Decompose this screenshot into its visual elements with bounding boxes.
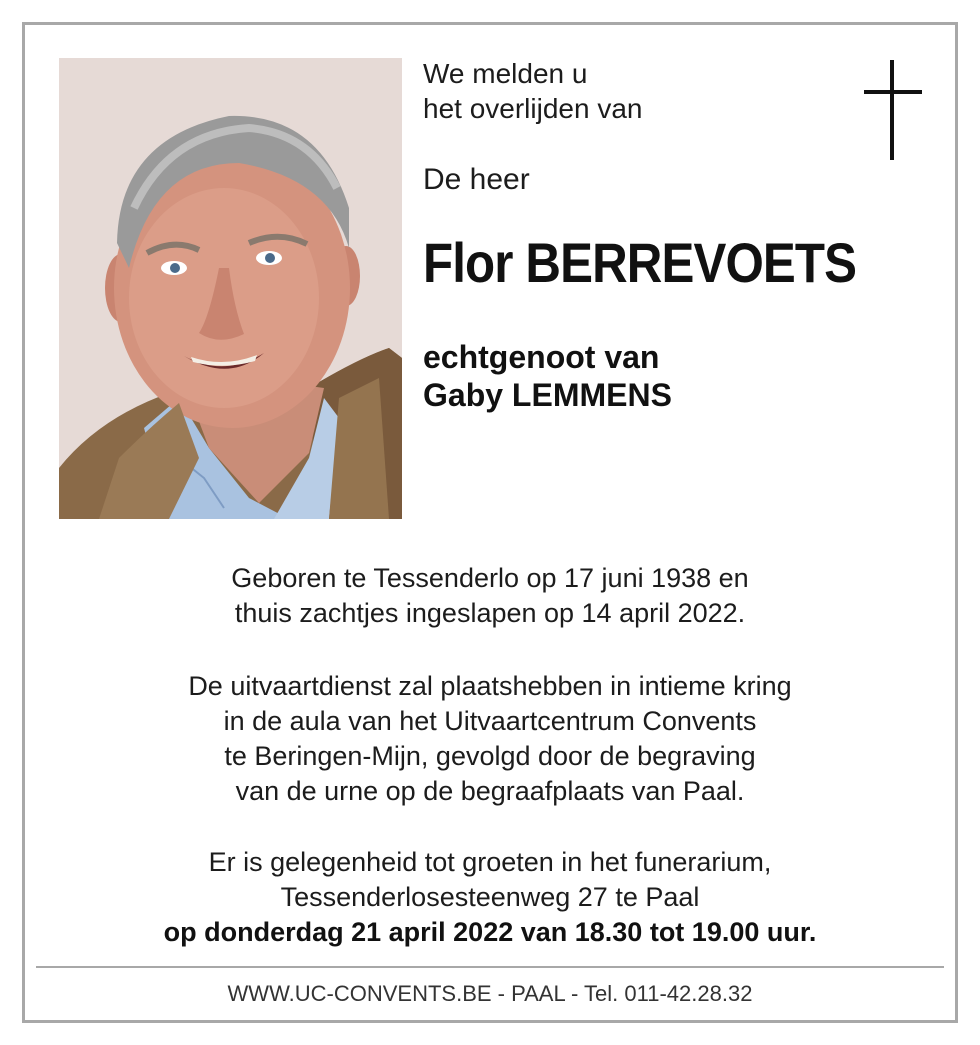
intro-text <box>423 56 642 126</box>
footer-contact: WWW.UC-CONVENTS.BE - PAAL - Tel. 011-42.28.32 <box>227 981 753 1006</box>
birth-line-2: thuis zachtjes ingeslapen op 14 april 2022. <box>234 598 746 628</box>
portrait-photo <box>59 58 402 519</box>
footer-divider <box>36 966 944 968</box>
birth-line-1: Geboren te Tessenderlo op 17 juni 1938 en <box>231 563 749 593</box>
spouse-line-1: echtgenoot van <box>423 339 660 375</box>
birth-death-paragraph <box>40 561 940 631</box>
visit-line-3: op donderdag 21 april 2022 van 18.30 tot 19.00 uur. <box>163 917 817 947</box>
spouse-info <box>423 338 672 414</box>
visitation-paragraph <box>40 845 940 950</box>
visit-line-2: Tessenderlosesteenweg 27 te Paal <box>280 882 700 912</box>
deceased-name: Flor BERREVOETS <box>423 231 857 294</box>
service-line-4: van de urne op de begraafplaats van Paal. <box>235 776 745 806</box>
service-paragraph <box>40 669 940 809</box>
cross-icon <box>864 60 922 160</box>
intro-line-2: het overlijden van <box>423 93 643 124</box>
intro-line-1: We melden u <box>423 58 588 89</box>
visit-line-1: Er is gelegenheid tot groeten in het funerarium, <box>208 847 772 877</box>
honorific: De heer <box>423 163 530 196</box>
service-line-3: te Beringen-Mijn, gevolgd door de begraving <box>224 741 756 771</box>
service-line-2: in de aula van het Uitvaartcentrum Convents <box>223 706 757 736</box>
service-line-1: De uitvaartdienst zal plaatshebben in intieme kring <box>188 671 792 701</box>
spouse-line-2: Gaby LEMMENS <box>423 377 672 413</box>
